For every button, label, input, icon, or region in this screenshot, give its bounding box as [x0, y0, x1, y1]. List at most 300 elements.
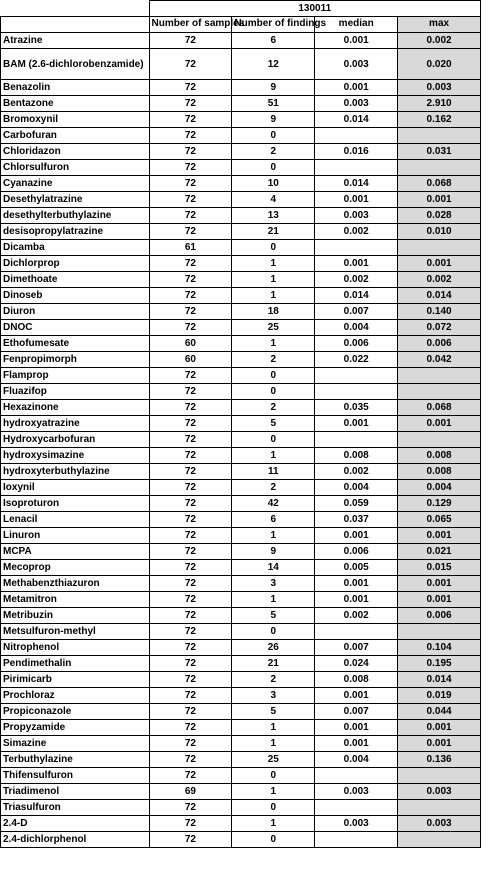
samples-cell: 72 [149, 720, 232, 736]
table-row [1, 576, 481, 592]
findings-cell: 1 [232, 256, 315, 272]
table-row [1, 704, 481, 720]
max-cell: 2.910 [398, 96, 481, 112]
substance-name: Metsulfuron-methyl [1, 624, 150, 640]
substance-name: Ioxynil [1, 480, 150, 496]
median-cell: 0.006 [315, 336, 398, 352]
median-cell: 0.004 [315, 752, 398, 768]
table-row [1, 96, 481, 112]
table-row [1, 176, 481, 192]
max-cell [398, 800, 481, 816]
table-row [1, 352, 481, 368]
header-findings: Number of findings [232, 17, 315, 33]
table-row [1, 480, 481, 496]
samples-cell: 72 [149, 624, 232, 640]
max-cell [398, 368, 481, 384]
table-row [1, 832, 481, 848]
median-cell: 0.003 [315, 784, 398, 800]
substance-name: Methabenzthiazuron [1, 576, 150, 592]
table-body [1, 1, 481, 848]
max-cell: 0.195 [398, 656, 481, 672]
substance-name: Hydroxycarbofuran [1, 432, 150, 448]
substance-name: Propyzamide [1, 720, 150, 736]
max-cell: 0.019 [398, 688, 481, 704]
samples-cell: 72 [149, 816, 232, 832]
max-cell: 0.140 [398, 304, 481, 320]
findings-cell: 0 [232, 768, 315, 784]
median-cell [315, 624, 398, 640]
median-cell [315, 800, 398, 816]
max-cell [398, 768, 481, 784]
max-cell: 0.006 [398, 336, 481, 352]
samples-cell: 72 [149, 176, 232, 192]
table-row [1, 400, 481, 416]
substance-name: desisopropylatrazine [1, 224, 150, 240]
samples-cell: 72 [149, 144, 232, 160]
findings-cell: 6 [232, 512, 315, 528]
findings-cell: 1 [232, 720, 315, 736]
max-cell: 0.002 [398, 33, 481, 49]
samples-cell: 72 [149, 400, 232, 416]
samples-cell: 72 [149, 96, 232, 112]
median-cell [315, 160, 398, 176]
max-cell: 0.065 [398, 512, 481, 528]
max-cell [398, 240, 481, 256]
substance-name: Hexazinone [1, 400, 150, 416]
max-cell: 0.003 [398, 816, 481, 832]
median-cell: 0.001 [315, 33, 398, 49]
substance-name: desethylterbuthylazine [1, 208, 150, 224]
samples-cell: 72 [149, 304, 232, 320]
median-cell: 0.037 [315, 512, 398, 528]
substance-name: Atrazine [1, 33, 150, 49]
median-cell: 0.016 [315, 144, 398, 160]
findings-cell: 5 [232, 608, 315, 624]
findings-cell: 2 [232, 400, 315, 416]
median-cell: 0.005 [315, 560, 398, 576]
median-cell: 0.014 [315, 112, 398, 128]
max-cell: 0.001 [398, 416, 481, 432]
substance-name: Prochloraz [1, 688, 150, 704]
samples-cell: 72 [149, 656, 232, 672]
table-row [1, 752, 481, 768]
header-max: max [398, 17, 481, 33]
max-cell: 0.068 [398, 176, 481, 192]
median-cell [315, 768, 398, 784]
max-cell: 0.129 [398, 496, 481, 512]
max-cell [398, 384, 481, 400]
median-cell: 0.002 [315, 464, 398, 480]
findings-cell: 9 [232, 80, 315, 96]
findings-cell: 2 [232, 672, 315, 688]
median-cell: 0.007 [315, 304, 398, 320]
samples-cell: 72 [149, 528, 232, 544]
median-cell: 0.059 [315, 496, 398, 512]
findings-cell: 0 [232, 128, 315, 144]
median-cell: 0.006 [315, 544, 398, 560]
samples-cell: 72 [149, 49, 232, 80]
samples-cell: 60 [149, 336, 232, 352]
max-cell: 0.044 [398, 704, 481, 720]
max-cell: 0.031 [398, 144, 481, 160]
findings-cell: 26 [232, 640, 315, 656]
samples-cell: 72 [149, 704, 232, 720]
table-row [1, 496, 481, 512]
findings-cell: 14 [232, 560, 315, 576]
max-cell: 0.136 [398, 752, 481, 768]
samples-cell: 72 [149, 480, 232, 496]
median-cell: 0.003 [315, 208, 398, 224]
median-cell: 0.003 [315, 49, 398, 80]
median-cell: 0.035 [315, 400, 398, 416]
table-row [1, 208, 481, 224]
substance-name: Lenacil [1, 512, 150, 528]
blank-corner-cell [1, 1, 150, 17]
findings-cell: 1 [232, 592, 315, 608]
header-median: median [315, 17, 398, 33]
max-cell: 0.001 [398, 592, 481, 608]
median-cell: 0.001 [315, 192, 398, 208]
samples-cell: 72 [149, 256, 232, 272]
max-cell: 0.003 [398, 784, 481, 800]
substance-name: Cyanazine [1, 176, 150, 192]
table-row [1, 672, 481, 688]
max-cell [398, 432, 481, 448]
samples-cell: 72 [149, 448, 232, 464]
max-cell [398, 160, 481, 176]
findings-cell: 6 [232, 33, 315, 49]
max-cell: 0.006 [398, 608, 481, 624]
median-cell: 0.014 [315, 288, 398, 304]
samples-cell: 72 [149, 640, 232, 656]
median-cell [315, 240, 398, 256]
samples-cell: 72 [149, 736, 232, 752]
max-cell: 0.014 [398, 672, 481, 688]
median-cell: 0.002 [315, 608, 398, 624]
substance-name: Desethylatrazine [1, 192, 150, 208]
table-row [1, 768, 481, 784]
samples-cell: 72 [149, 112, 232, 128]
table-row [1, 336, 481, 352]
substance-name: Carbofuran [1, 128, 150, 144]
median-cell: 0.007 [315, 640, 398, 656]
substance-name: Dichlorprop [1, 256, 150, 272]
samples-cell: 72 [149, 320, 232, 336]
substance-name: Fenpropimorph [1, 352, 150, 368]
max-cell: 0.068 [398, 400, 481, 416]
group-title: 130011 [149, 1, 481, 17]
table-row [1, 640, 481, 656]
findings-cell: 1 [232, 736, 315, 752]
findings-cell: 9 [232, 544, 315, 560]
max-cell: 0.004 [398, 480, 481, 496]
table-row [1, 160, 481, 176]
table-row [1, 49, 481, 80]
findings-cell: 13 [232, 208, 315, 224]
table-row [1, 512, 481, 528]
max-cell: 0.021 [398, 544, 481, 560]
max-cell: 0.001 [398, 528, 481, 544]
samples-cell: 72 [149, 80, 232, 96]
table-row [1, 720, 481, 736]
substance-name: Mecoprop [1, 560, 150, 576]
samples-cell: 72 [149, 432, 232, 448]
table-row [1, 240, 481, 256]
findings-cell: 21 [232, 224, 315, 240]
samples-cell: 72 [149, 128, 232, 144]
median-cell: 0.002 [315, 224, 398, 240]
substance-name: Chloridazon [1, 144, 150, 160]
samples-cell: 72 [149, 160, 232, 176]
findings-cell: 21 [232, 656, 315, 672]
max-cell: 0.001 [398, 720, 481, 736]
samples-cell: 72 [149, 800, 232, 816]
substance-name: Bromoxynil [1, 112, 150, 128]
table-row [1, 224, 481, 240]
median-cell: 0.007 [315, 704, 398, 720]
substance-name: BAM (2.6-dichlorobenzamide) [1, 49, 150, 80]
table-row [1, 544, 481, 560]
max-cell: 0.001 [398, 192, 481, 208]
findings-cell: 0 [232, 160, 315, 176]
max-cell: 0.072 [398, 320, 481, 336]
findings-cell: 1 [232, 528, 315, 544]
table-row [1, 688, 481, 704]
samples-cell: 72 [149, 464, 232, 480]
findings-cell: 2 [232, 352, 315, 368]
table-row [1, 800, 481, 816]
findings-cell: 11 [232, 464, 315, 480]
median-cell [315, 384, 398, 400]
samples-cell: 72 [149, 688, 232, 704]
table-row [1, 320, 481, 336]
samples-cell: 72 [149, 384, 232, 400]
substance-name: Fluazifop [1, 384, 150, 400]
findings-cell: 1 [232, 448, 315, 464]
samples-cell: 72 [149, 288, 232, 304]
findings-cell: 1 [232, 336, 315, 352]
substance-name: 2.4-dichlorphenol [1, 832, 150, 848]
table-row [1, 528, 481, 544]
samples-cell: 72 [149, 33, 232, 49]
table-row [1, 432, 481, 448]
findings-cell: 0 [232, 240, 315, 256]
median-cell: 0.001 [315, 688, 398, 704]
substance-name: Pendimethalin [1, 656, 150, 672]
median-cell [315, 128, 398, 144]
substance-name: Diuron [1, 304, 150, 320]
table-row [1, 624, 481, 640]
findings-cell: 0 [232, 368, 315, 384]
median-cell: 0.004 [315, 480, 398, 496]
median-cell: 0.001 [315, 256, 398, 272]
substance-name: Simazine [1, 736, 150, 752]
max-cell: 0.015 [398, 560, 481, 576]
findings-cell: 10 [232, 176, 315, 192]
substance-name: 2.4-D [1, 816, 150, 832]
max-cell [398, 832, 481, 848]
table-row [1, 608, 481, 624]
table-row [1, 448, 481, 464]
header-samples: Number of samples [149, 17, 232, 33]
median-cell: 0.014 [315, 176, 398, 192]
max-cell: 0.008 [398, 448, 481, 464]
max-cell: 0.008 [398, 464, 481, 480]
samples-cell: 72 [149, 544, 232, 560]
substance-name: Metamitron [1, 592, 150, 608]
substance-name: Isoproturon [1, 496, 150, 512]
median-cell: 0.001 [315, 592, 398, 608]
findings-cell: 5 [232, 416, 315, 432]
median-cell: 0.001 [315, 720, 398, 736]
median-cell: 0.001 [315, 576, 398, 592]
samples-cell: 69 [149, 784, 232, 800]
median-cell: 0.003 [315, 816, 398, 832]
max-cell: 0.028 [398, 208, 481, 224]
substance-name: Pirimicarb [1, 672, 150, 688]
median-cell: 0.001 [315, 80, 398, 96]
median-cell: 0.001 [315, 416, 398, 432]
samples-cell: 72 [149, 768, 232, 784]
table-row [1, 272, 481, 288]
substance-name: Dimethoate [1, 272, 150, 288]
table-row [1, 80, 481, 96]
substance-name: hydroxyterbuthylazine [1, 464, 150, 480]
table-row [1, 416, 481, 432]
samples-cell: 72 [149, 512, 232, 528]
findings-cell: 42 [232, 496, 315, 512]
samples-cell: 72 [149, 576, 232, 592]
findings-cell: 4 [232, 192, 315, 208]
substance-name: Bentazone [1, 96, 150, 112]
samples-cell: 72 [149, 592, 232, 608]
findings-cell: 2 [232, 144, 315, 160]
table-row [1, 144, 481, 160]
substance-name: Triadimenol [1, 784, 150, 800]
findings-cell: 5 [232, 704, 315, 720]
median-cell [315, 368, 398, 384]
median-cell [315, 832, 398, 848]
substance-name: Terbuthylazine [1, 752, 150, 768]
samples-cell: 72 [149, 224, 232, 240]
max-cell: 0.014 [398, 288, 481, 304]
column-header-row [1, 17, 481, 33]
table-row [1, 128, 481, 144]
samples-cell: 72 [149, 560, 232, 576]
substance-name: Benazolin [1, 80, 150, 96]
substance-name: Triasulfuron [1, 800, 150, 816]
samples-cell: 72 [149, 368, 232, 384]
max-cell: 0.001 [398, 736, 481, 752]
max-cell: 0.003 [398, 80, 481, 96]
samples-cell: 72 [149, 416, 232, 432]
substance-name: Propiconazole [1, 704, 150, 720]
findings-cell: 18 [232, 304, 315, 320]
median-cell: 0.003 [315, 96, 398, 112]
max-cell: 0.042 [398, 352, 481, 368]
findings-cell: 12 [232, 49, 315, 80]
max-cell: 0.001 [398, 576, 481, 592]
findings-cell: 25 [232, 320, 315, 336]
table-row [1, 816, 481, 832]
table-row [1, 256, 481, 272]
max-cell [398, 624, 481, 640]
median-cell: 0.001 [315, 528, 398, 544]
table-row [1, 736, 481, 752]
blank-header-cell [1, 17, 150, 33]
table-row [1, 304, 481, 320]
samples-cell: 72 [149, 496, 232, 512]
table-row [1, 784, 481, 800]
max-cell: 0.010 [398, 224, 481, 240]
max-cell: 0.001 [398, 256, 481, 272]
substance-name: MCPA [1, 544, 150, 560]
findings-cell: 1 [232, 816, 315, 832]
samples-cell: 72 [149, 832, 232, 848]
max-cell [398, 128, 481, 144]
max-cell: 0.002 [398, 272, 481, 288]
samples-cell: 72 [149, 208, 232, 224]
table-row [1, 656, 481, 672]
samples-cell: 60 [149, 352, 232, 368]
table-row [1, 384, 481, 400]
substance-name: Nitrophenol [1, 640, 150, 656]
median-cell: 0.008 [315, 672, 398, 688]
table-row [1, 592, 481, 608]
findings-cell: 3 [232, 688, 315, 704]
substance-name: hydroxysimazine [1, 448, 150, 464]
findings-cell: 1 [232, 272, 315, 288]
findings-cell: 3 [232, 576, 315, 592]
samples-cell: 72 [149, 272, 232, 288]
substance-name: Linuron [1, 528, 150, 544]
substance-name: Ethofumesate [1, 336, 150, 352]
findings-cell: 1 [232, 784, 315, 800]
table-row [1, 192, 481, 208]
findings-cell: 25 [232, 752, 315, 768]
findings-cell: 9 [232, 112, 315, 128]
substance-name: Metribuzin [1, 608, 150, 624]
median-cell [315, 432, 398, 448]
median-cell: 0.022 [315, 352, 398, 368]
findings-cell: 0 [232, 432, 315, 448]
table-row [1, 368, 481, 384]
substance-name: Chlorsulfuron [1, 160, 150, 176]
median-cell: 0.002 [315, 272, 398, 288]
group-header-row [1, 1, 481, 17]
max-cell: 0.020 [398, 49, 481, 80]
table-row [1, 288, 481, 304]
findings-cell: 1 [232, 288, 315, 304]
substance-name: hydroxyatrazine [1, 416, 150, 432]
table-row [1, 33, 481, 49]
table-row [1, 464, 481, 480]
findings-cell: 2 [232, 480, 315, 496]
table-row [1, 560, 481, 576]
substance-name: DNOC [1, 320, 150, 336]
max-cell: 0.104 [398, 640, 481, 656]
findings-cell: 0 [232, 832, 315, 848]
samples-cell: 72 [149, 608, 232, 624]
substance-name: Thifensulfuron [1, 768, 150, 784]
samples-cell: 72 [149, 192, 232, 208]
median-cell: 0.024 [315, 656, 398, 672]
substance-name: Dicamba [1, 240, 150, 256]
median-cell: 0.001 [315, 736, 398, 752]
samples-cell: 61 [149, 240, 232, 256]
substance-name: Flamprop [1, 368, 150, 384]
findings-cell: 51 [232, 96, 315, 112]
